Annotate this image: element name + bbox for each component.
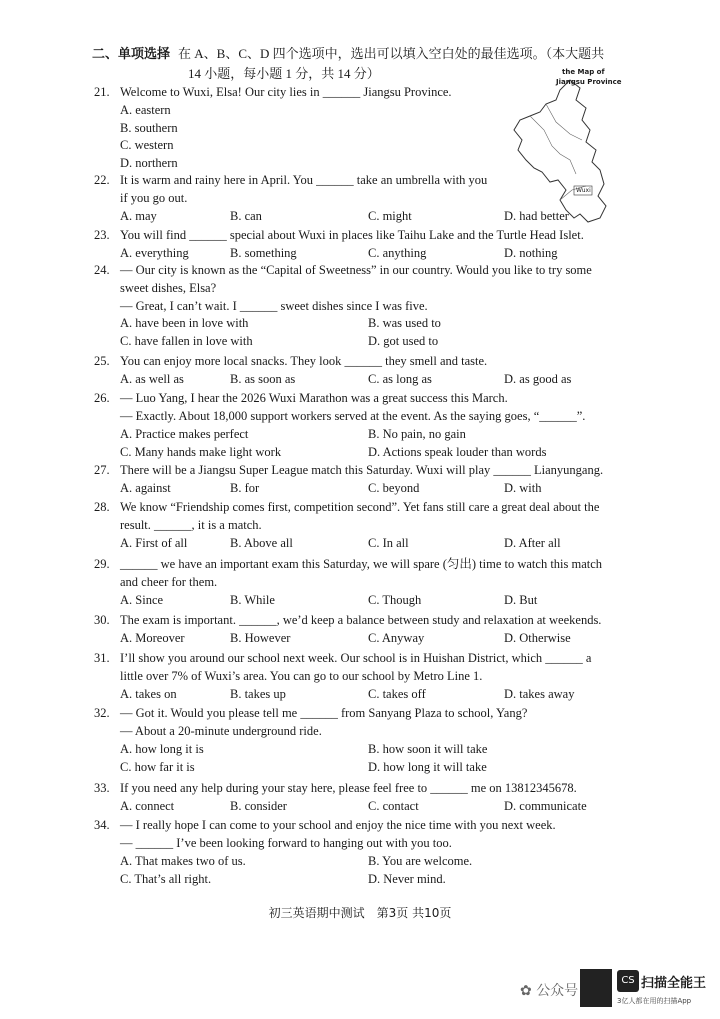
camscanner-name: 扫描全能王	[641, 976, 707, 991]
answer-options-row	[120, 315, 639, 333]
answer-option: C. might	[368, 208, 412, 223]
question-text-line: — Luo Yang, I hear the 2026 Wuxi Marathon was a great success this March.	[120, 391, 508, 405]
answer-options-row	[120, 759, 639, 777]
answer-options-row	[120, 208, 639, 226]
answer-option: B. No pain, no gain	[368, 426, 466, 441]
question-text-line: result. ______, it is a match.	[120, 517, 262, 532]
question-number: 29.	[94, 557, 110, 571]
answer-option: A. Since	[120, 592, 164, 607]
question-text-line: sweet dishes, Elsa?	[120, 280, 217, 295]
answer-option: D. northern	[120, 156, 178, 171]
answer-option: D. nothing	[504, 245, 558, 260]
answer-option: D. Never mind.	[368, 871, 446, 886]
answer-option: A. Practice makes perfect	[120, 426, 249, 441]
answer-option: D. communicate	[504, 798, 587, 813]
answer-option: A. connect	[120, 798, 175, 813]
question-number: 23.	[94, 228, 110, 242]
map-label: the Map of	[562, 68, 605, 76]
question-body	[120, 227, 639, 263]
question-body	[120, 650, 639, 704]
answer-option: C. have fallen in love with	[120, 334, 253, 349]
question-31	[94, 650, 639, 704]
answer-options-row	[120, 741, 639, 759]
question-text-line: — Exactly. About 18,000 support workers served at the event. As the saying goes, “______”.	[120, 408, 586, 423]
question-33	[94, 780, 639, 816]
question-number: 33.	[94, 781, 110, 795]
question-text-line: — I really hope I can come to your school and enjoy the nice time with you next week.	[120, 818, 556, 832]
answer-option: D. Actions speak louder than words	[368, 444, 547, 459]
question-text-line: little over 7% of Wuxi’s area. You can go to our school by Metro Line 1.	[120, 668, 483, 683]
qr-code	[580, 969, 612, 1007]
question-29	[94, 556, 639, 610]
answer-options-row	[120, 333, 639, 351]
question-23	[94, 227, 639, 263]
question-number: 24.	[94, 263, 110, 277]
question-number: 34.	[94, 818, 110, 832]
map-label-province: Jiangsu Province	[556, 78, 622, 86]
question-text-line: We know “Friendship comes first, competition second”. Yet fans still care a great deal about the	[120, 500, 600, 514]
question-text-line: If you need any help during your stay here, please feel free to ______ me on 13812345678.	[120, 781, 577, 795]
question-body	[120, 262, 639, 351]
question-body	[120, 84, 639, 173]
answer-option: C. anything	[368, 245, 427, 260]
question-27	[94, 462, 639, 498]
question-22	[94, 172, 639, 226]
question-25	[94, 353, 639, 389]
answer-options-row	[120, 480, 639, 498]
question-number: 28.	[94, 500, 110, 514]
question-26	[94, 390, 639, 462]
answer-option: D. got used to	[368, 334, 439, 349]
question-number: 22.	[94, 173, 110, 187]
question-text-line: I’ll show you around our school next week. Our school is in Huishan District, which ______ a	[120, 651, 592, 665]
question-number: 27.	[94, 463, 110, 477]
answer-option: C. contact	[368, 798, 419, 813]
question-text-line: — Our city is known as the “Capital of Sweetness” in our country. Would you like to try some	[120, 263, 592, 277]
answer-option: D. takes away	[504, 686, 575, 701]
answer-options-row	[120, 592, 639, 610]
answer-option: B. However	[230, 630, 291, 645]
answer-option: B. as soon as	[230, 371, 296, 386]
question-number: 30.	[94, 613, 110, 627]
answer-option: A. against	[120, 480, 171, 495]
question-body	[120, 780, 639, 816]
answer-option: A. That makes two of us.	[120, 853, 246, 868]
answer-option: A. takes on	[120, 686, 177, 701]
camscanner-tagline: 3亿人都在用的扫描App	[617, 997, 692, 1005]
page-footer: 初三英语期中测试 第3页 共10页	[268, 906, 452, 920]
question-number: 21.	[94, 85, 110, 99]
answer-option: B. how soon it will take	[368, 741, 488, 756]
question-text-line: There will be a Jiangsu Super League match this Saturday. Wuxi will play ______ Lianyungang.	[120, 463, 604, 477]
answer-option: A. how long it is	[120, 741, 204, 756]
question-text-line: You will find ______ special about Wuxi in places like Taihu Lake and the Turtle Head Islet.	[120, 228, 584, 242]
question-number: 25.	[94, 354, 110, 368]
answer-option: D. how long it will take	[368, 759, 487, 774]
answer-option: C. how far it is	[120, 759, 195, 774]
question-text-line: The exam is important. ______, we’d keep a balance between study and relaxation at weekends.	[120, 613, 602, 627]
answer-option: D. But	[504, 592, 538, 607]
watermark-text: 公众号	[536, 983, 579, 999]
question-text-line: and cheer for them.	[120, 574, 218, 589]
answer-option: A. Moreover	[120, 630, 185, 645]
question-number: 26.	[94, 391, 110, 405]
answer-option: B. consider	[230, 798, 287, 813]
question-text-line: It is warm and rainy here in April. You ______ take an umbrella with you	[120, 173, 488, 187]
answer-option: C. That’s all right.	[120, 871, 212, 886]
answer-option: B. takes up	[230, 686, 286, 701]
question-24	[94, 262, 639, 351]
answer-option: C. as long as	[368, 371, 432, 386]
answer-option: A. as well as	[120, 371, 184, 386]
answer-option: C. Though	[368, 592, 422, 607]
answer-options-row	[120, 798, 639, 816]
answer-option: D. as good as	[504, 371, 572, 386]
section-instruction-line2: 14 小题，每小题 1 分，共 14 分）	[188, 66, 380, 81]
answer-options-row	[120, 426, 639, 444]
answer-options-row	[120, 686, 639, 704]
answer-options-row	[120, 371, 639, 389]
question-21	[94, 84, 639, 173]
answer-option: B. southern	[120, 120, 178, 135]
question-body	[120, 390, 639, 462]
answer-option: B. something	[230, 245, 297, 260]
question-number: 31.	[94, 651, 110, 665]
answer-options-row	[120, 853, 639, 871]
answer-option: C. takes off	[368, 686, 426, 701]
question-text-line: — Great, I can’t wait. I ______ sweet dishes since I was five.	[120, 298, 428, 313]
answer-option: B. for	[230, 480, 260, 495]
answer-option: A. eastern	[120, 102, 171, 117]
section-instruction: 在 A、B、C、D 四个选项中，选出可以填入空白处的最佳选项。（本大题共	[178, 46, 605, 61]
answer-options-row	[120, 535, 639, 553]
answer-option: D. After all	[504, 535, 561, 550]
map-city-label: Wuxi	[576, 187, 591, 194]
answer-option: C. western	[120, 138, 174, 153]
question-28	[94, 499, 639, 553]
question-text-line: if you go out.	[120, 190, 188, 205]
answer-options-row	[120, 871, 639, 889]
wechat-watermark: ✿ 公众号	[520, 983, 579, 999]
question-text-line: Welcome to Wuxi, Elsa! Our city lies in ______ Jiangsu Province.	[120, 85, 452, 99]
question-body	[120, 705, 639, 777]
answer-option: A. First of all	[120, 535, 188, 550]
answer-option: A. everything	[120, 245, 189, 260]
answer-option: A. may	[120, 208, 157, 223]
answer-option: C. In all	[368, 535, 409, 550]
question-number: 32.	[94, 706, 110, 720]
answer-option: B. Above all	[230, 535, 293, 550]
question-body	[120, 612, 639, 648]
question-text-line: — ______ I’ve been looking forward to hanging out with you too.	[120, 835, 452, 850]
question-body	[120, 817, 639, 889]
camscanner-logo-icon: CS	[617, 970, 639, 992]
answer-option: B. While	[230, 592, 275, 607]
answer-option: D. with	[504, 480, 542, 495]
question-text-line: You can enjoy more local snacks. They look ______ they smell and taste.	[120, 354, 488, 368]
answer-option: B. You are welcome.	[368, 853, 473, 868]
answer-option: D. had better	[504, 208, 569, 223]
answer-option: D. Otherwise	[504, 630, 571, 645]
answer-option: C. Many hands make light work	[120, 444, 282, 459]
question-text-line: — Got it. Would you please tell me ______ from Sanyang Plaza to school, Yang?	[120, 706, 528, 720]
question-body	[120, 499, 639, 553]
section-heading: 二、单项选择	[92, 47, 171, 62]
question-body	[120, 556, 639, 610]
answer-option: C. Anyway	[368, 630, 425, 645]
answer-option: B. can	[230, 208, 262, 223]
question-text-line: — About a 20-minute underground ride.	[120, 723, 322, 738]
answer-options-row	[120, 245, 639, 263]
question-30	[94, 612, 639, 648]
answer-option: C. beyond	[368, 480, 420, 495]
answer-option: B. was used to	[368, 316, 441, 331]
question-body	[120, 172, 639, 226]
answer-options-row	[120, 444, 639, 462]
answer-option: A. have been in love with	[120, 316, 249, 331]
question-32	[94, 705, 639, 777]
question-body	[120, 353, 639, 389]
answer-options-row	[120, 630, 639, 648]
question-text-line: ______ we have an important exam this Saturday, we will spare (匀出) time to watch this match	[120, 557, 603, 571]
question-34	[94, 817, 639, 889]
question-body	[120, 462, 639, 498]
